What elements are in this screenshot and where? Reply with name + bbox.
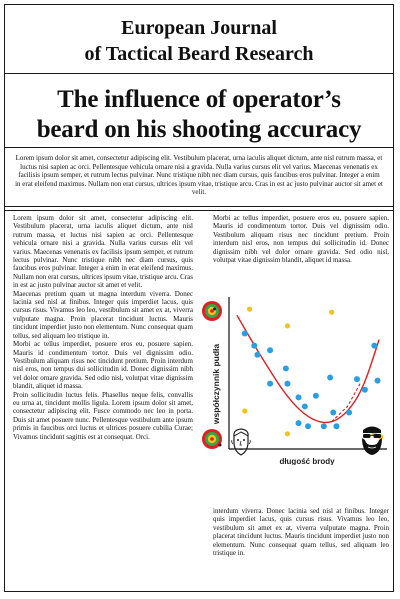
journal-name-line-1: European Journal (121, 17, 277, 39)
data-point-blue (267, 381, 273, 387)
paragraph: Proin sollicitudin luctus felis. Phasellus neque felis, convallis eu urna at, tincidunt mollis ligula. Lorem ipsum dolor sit amet, consectetur adipiscing elit. Fusce commodo nec leo in porta. Duis sit amet posuere nunc. Pellentesque vestibulum ante ipsum primis in faucibus orci luctus et ultrices posuere cubilia Curae; Vivamus tincidunt sagittis est at consequat. Orci. (13, 390, 193, 441)
left-column (13, 214, 193, 441)
data-point-blue (354, 376, 360, 382)
divider (5, 73, 393, 74)
data-point-yellow (247, 307, 252, 312)
data-point-yellow (285, 431, 290, 436)
journal-name-line-2: of Tactical Beard Research (84, 43, 314, 65)
data-point-yellow (242, 408, 247, 413)
right-column-bottom (213, 507, 389, 557)
clean-shaven-face-icon (228, 428, 254, 458)
divider (5, 210, 393, 211)
right-column-top (213, 214, 389, 264)
paragraph: interdum viverra. Donec lacinia sed nisl at finibus. Integer quis imperdiet lacus, quis cursus risus. Vivamus leo leo, vestibulum sit amet ex at, viverra vulputate magna. Proin placerat tincidunt luctus. Mauris tincidunt imperdiet justo non elementum. Nunc consequat quam tellus, sed aliquam leo tristique in. (213, 507, 389, 558)
data-point-blue (305, 423, 311, 429)
y-axis-label: współczynnik pudła (211, 343, 221, 425)
divider (5, 206, 393, 207)
paragraph: Lorem ipsum dolor sit amet, consectetur adipiscing elit. Vestibulum placerat, urna iaculis aliquet dictum, ante nisl rutrum massa, et luctus nisi sapien ac orci. Pellentesque vehicula ornare nisi a gravida. Nulla varius cursus elit vel varius. Maecenas venenatis ex facilisis ipsum semper, et rutrum lectus pulvinar. Nunc tristique nibh nec diam cursus, quis faucibus eros pulvinar. Integer a enim in erat eleifend maximus. Nullam non erat cursus, ultrices ipsum vitae, tristique arcu. Cras in est ac justo pulvinar auctor sit amet et velit. (13, 214, 194, 290)
paragraph: Morbi ac tellus imperdiet, posuere eros eu, posuere sapien. Mauris id condimentum tortor. Duis vel dignissim odio. Vestibulum aliquam risus nec tincidunt pretium. Proin interdum nisl eros, non tempus dui sollicitudin id. Donec dignissim nibh vel dolor ornare gravida. Sed odio nisl, volutpat vitae dignissim blandit, aliquet id massa. (213, 214, 389, 265)
data-point-blue (362, 387, 368, 393)
target-miss-icon (202, 429, 222, 449)
data-point-blue (254, 352, 260, 358)
data-point-blue (327, 375, 333, 381)
data-point-blue (333, 423, 339, 429)
data-point-blue (296, 394, 302, 400)
target-hit-icon (202, 301, 222, 321)
x-axis-label: długość brody (279, 457, 335, 465)
data-point-blue (371, 343, 377, 349)
data-point-blue (284, 381, 290, 387)
data-point-blue (321, 423, 327, 429)
abstract: Lorem ipsum dolor sit amet, consectetur adipiscing elit. Vestibulum placerat, urna iaculis aliquet dictum, ante nisl rutrum massa, et luctus nisi sapien ac orci. Pellentesque vehicula ornare nisi a gravida. Nulla varius cursus elit vel varius. Maecenas venenatis ex facilisis ipsum semper, et rutrum lectus pulvinar. Nunc tristique nibh nec diam cursus, quis faucibus eros pulvinar. Integer a enim in erat eleifend maximus. Nullam non erat cursus, ultrices ipsum vitae, tristique arcu. Cras in est ac justo pulvinar auctor sit amet et velit. (15, 154, 383, 197)
data-point-blue (296, 420, 302, 426)
bearded-sunglasses-face-icon (358, 424, 386, 456)
data-point-blue (302, 403, 308, 409)
divider (5, 147, 393, 148)
chart-marks (237, 307, 383, 440)
paragraph: Morbi ac tellus imperdiet, posuere eros eu, posuere sapien. Mauris id condimentum tortor. Duis vel dignissim odio. Vestibulum aliquam risus nec tincidunt pretium. Proin interdum nisl eros, non tempus dui sollicitudin id. Donec dignissim nibh vel dolor ornare gravida. Sed odio nisl, volutpat vitae dignissim blandit, aliquet id massa. (13, 340, 193, 391)
data-point-blue (242, 330, 248, 336)
article-title (5, 85, 393, 145)
paragraph: Maecenas pretium quam ut magna interdum viverra. Donec lacinia sed nisl at finibus. Integer quis imperdiet lacus, quis cursus risus. Vivamus leo leo, vestibulum sit amet ex at, viverra vulputate magna. Proin placerat tincidunt luctus. Mauris tincidunt imperdiet justo non elementum. Nunc consequat quam tellus, sed aliquam leo tristique in. (13, 289, 193, 340)
data-point-yellow (285, 323, 290, 328)
data-point-blue (346, 410, 352, 416)
data-point-blue (267, 347, 273, 353)
fit-dashed-line (332, 384, 360, 422)
data-point-blue (330, 410, 336, 416)
journal-name (5, 15, 393, 67)
data-point-blue (283, 365, 289, 371)
article-title-line-2: beard on his shooting accuracy (36, 116, 362, 143)
article-title-line-1: The influence of operator’s (57, 86, 341, 113)
data-point-blue (313, 393, 319, 399)
data-point-blue (251, 343, 257, 349)
journal-page (4, 4, 394, 592)
data-point-yellow (329, 310, 334, 315)
data-point-blue (375, 378, 381, 384)
trend-curve (237, 315, 379, 422)
